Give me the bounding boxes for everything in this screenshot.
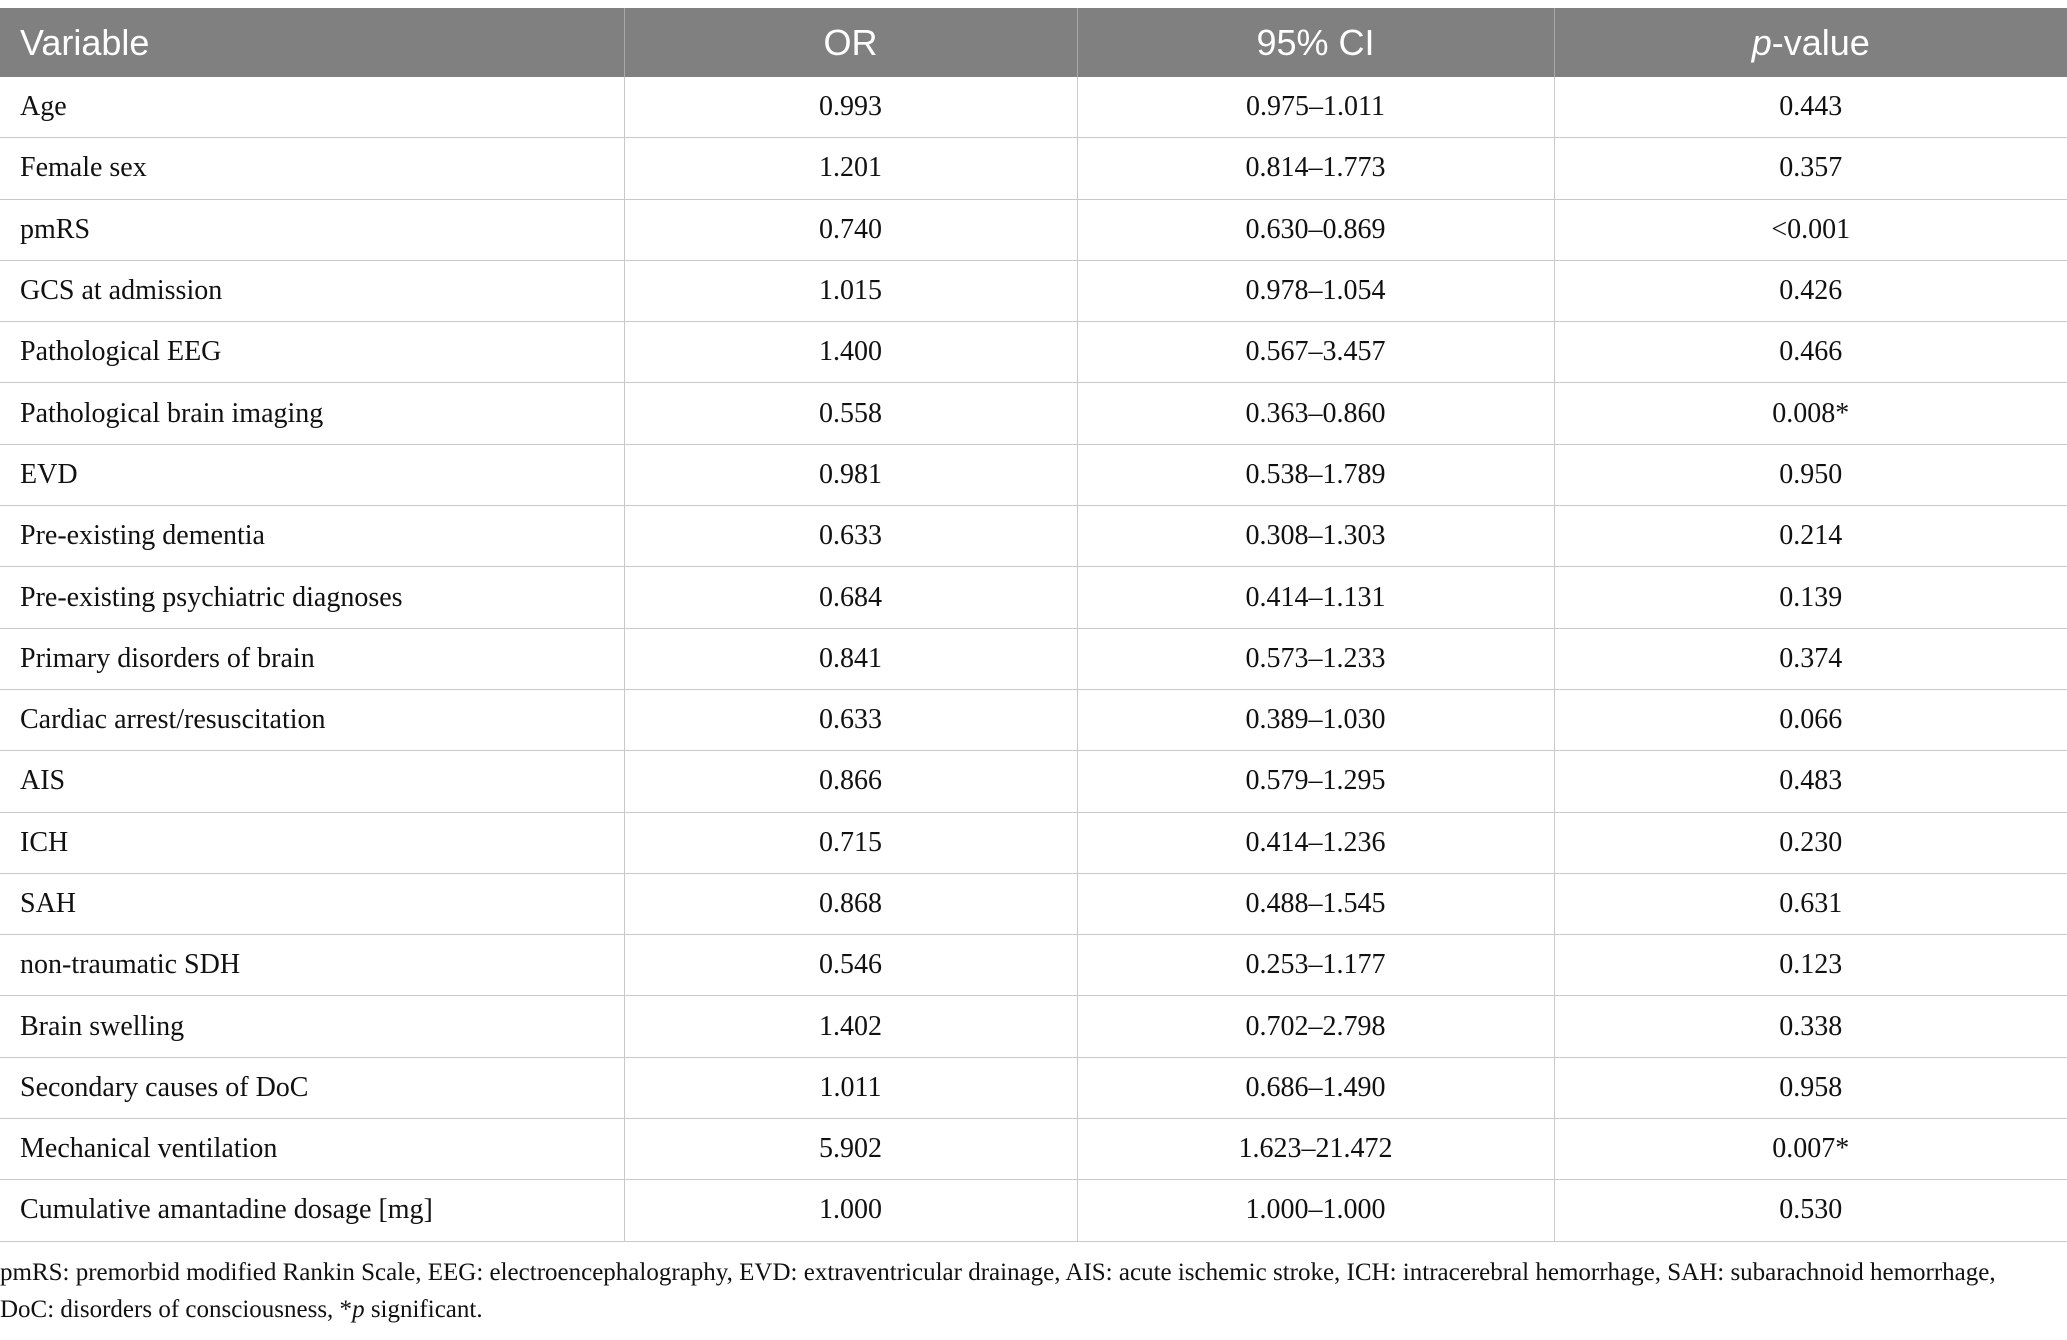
cell-or: 1.400	[624, 322, 1077, 383]
cell-variable: pmRS	[0, 199, 624, 260]
cell-variable: Pre-existing dementia	[0, 506, 624, 567]
cell-variable: Secondary causes of DoC	[0, 1057, 624, 1118]
cell-p-value: 0.466	[1554, 322, 2067, 383]
cell-variable: Mechanical ventilation	[0, 1119, 624, 1180]
cell-variable: Pathological EEG	[0, 322, 624, 383]
cell-or: 0.866	[624, 751, 1077, 812]
cell-or: 0.633	[624, 506, 1077, 567]
header-p-rest: -value	[1771, 21, 1870, 63]
cell-ci: 0.630–0.869	[1077, 199, 1554, 260]
cell-p-value: 0.374	[1554, 628, 2067, 689]
cell-or: 1.402	[624, 996, 1077, 1057]
cell-variable: EVD	[0, 444, 624, 505]
table-header	[0, 8, 2067, 77]
table-row	[0, 996, 2067, 1057]
cell-ci: 0.253–1.177	[1077, 935, 1554, 996]
cell-ci: 0.414–1.131	[1077, 567, 1554, 628]
cell-or: 5.902	[624, 1119, 1077, 1180]
cell-p-value: 0.066	[1554, 689, 2067, 750]
cell-variable: Cumulative amantadine dosage [mg]	[0, 1180, 624, 1241]
cell-variable: GCS at admission	[0, 260, 624, 321]
cell-variable: ICH	[0, 812, 624, 873]
cell-p-value: 0.214	[1554, 506, 2067, 567]
table-row	[0, 322, 2067, 383]
cell-variable: SAH	[0, 873, 624, 934]
cell-ci: 0.814–1.773	[1077, 138, 1554, 199]
table-row	[0, 567, 2067, 628]
cell-variable: Cardiac arrest/resuscitation	[0, 689, 624, 750]
cell-p-value: 0.338	[1554, 996, 2067, 1057]
footnote-main: pmRS: premorbid modified Rankin Scale, EEG: electroencephalography, EVD: extraventricular drainage, AIS: acute ischemic stroke, ICH: intracerebral hemorrhage, SAH: subarachnoid hemorrhage, DoC: disorders of consciousness, *	[0, 1259, 1996, 1323]
cell-or: 0.546	[624, 935, 1077, 996]
table-row	[0, 812, 2067, 873]
cell-variable: AIS	[0, 751, 624, 812]
cell-or: 1.015	[624, 260, 1077, 321]
cell-or: 1.000	[624, 1180, 1077, 1241]
odds-ratio-table	[0, 8, 2067, 1242]
cell-or: 0.740	[624, 199, 1077, 260]
cell-p-value: 0.530	[1554, 1180, 2067, 1241]
cell-p-value: 0.357	[1554, 138, 2067, 199]
cell-or: 0.993	[624, 77, 1077, 138]
table-row	[0, 383, 2067, 444]
header-row	[0, 8, 2067, 77]
cell-ci: 1.000–1.000	[1077, 1180, 1554, 1241]
header-p-italic: p	[1751, 21, 1772, 63]
table-row	[0, 1180, 2067, 1241]
cell-p-value: 0.426	[1554, 260, 2067, 321]
table-row	[0, 444, 2067, 505]
cell-variable: Pre-existing psychiatric diagnoses	[0, 567, 624, 628]
cell-or: 0.684	[624, 567, 1077, 628]
table-row	[0, 77, 2067, 138]
cell-or: 1.011	[624, 1057, 1077, 1118]
table-row	[0, 138, 2067, 199]
cell-p-value: 0.950	[1554, 444, 2067, 505]
table-row	[0, 1119, 2067, 1180]
cell-variable: Pathological brain imaging	[0, 383, 624, 444]
cell-ci: 0.308–1.303	[1077, 506, 1554, 567]
cell-or: 0.558	[624, 383, 1077, 444]
cell-ci: 0.414–1.236	[1077, 812, 1554, 873]
cell-p-value: 0.230	[1554, 812, 2067, 873]
table-row	[0, 935, 2067, 996]
footnote-end: significant.	[364, 1296, 483, 1323]
cell-ci: 0.975–1.011	[1077, 77, 1554, 138]
table-row	[0, 628, 2067, 689]
table-row	[0, 260, 2067, 321]
cell-or: 1.201	[624, 138, 1077, 199]
table-footnote	[0, 1254, 2040, 1328]
header-variable: Variable	[0, 8, 624, 77]
header-ci: 95% CI	[1077, 8, 1554, 77]
cell-p-value: 0.008*	[1554, 383, 2067, 444]
cell-p-value: 0.631	[1554, 873, 2067, 934]
cell-variable: non-traumatic SDH	[0, 935, 624, 996]
table-row	[0, 689, 2067, 750]
cell-p-value: 0.958	[1554, 1057, 2067, 1118]
cell-p-value: 0.139	[1554, 567, 2067, 628]
cell-p-value: 0.007*	[1554, 1119, 2067, 1180]
cell-ci: 0.573–1.233	[1077, 628, 1554, 689]
cell-ci: 1.623–21.472	[1077, 1119, 1554, 1180]
cell-or: 0.868	[624, 873, 1077, 934]
cell-ci: 0.702–2.798	[1077, 996, 1554, 1057]
cell-ci: 0.538–1.789	[1077, 444, 1554, 505]
table-row	[0, 506, 2067, 567]
cell-ci: 0.488–1.545	[1077, 873, 1554, 934]
cell-or: 0.715	[624, 812, 1077, 873]
cell-ci: 0.978–1.054	[1077, 260, 1554, 321]
cell-or: 0.981	[624, 444, 1077, 505]
footnote-italic: p	[352, 1296, 365, 1323]
table-row	[0, 199, 2067, 260]
table-row	[0, 1057, 2067, 1118]
results-table-container	[0, 8, 2067, 1242]
cell-p-value: 0.123	[1554, 935, 2067, 996]
table-row	[0, 873, 2067, 934]
header-or: OR	[624, 8, 1077, 77]
cell-ci: 0.389–1.030	[1077, 689, 1554, 750]
cell-variable: Age	[0, 77, 624, 138]
cell-ci: 0.579–1.295	[1077, 751, 1554, 812]
cell-or: 0.841	[624, 628, 1077, 689]
cell-p-value: <0.001	[1554, 199, 2067, 260]
header-p-value	[1554, 8, 2067, 77]
table-body	[0, 77, 2067, 1241]
cell-or: 0.633	[624, 689, 1077, 750]
cell-ci: 0.686–1.490	[1077, 1057, 1554, 1118]
cell-p-value: 0.483	[1554, 751, 2067, 812]
table-row	[0, 751, 2067, 812]
cell-variable: Primary disorders of brain	[0, 628, 624, 689]
cell-ci: 0.363–0.860	[1077, 383, 1554, 444]
cell-variable: Female sex	[0, 138, 624, 199]
cell-p-value: 0.443	[1554, 77, 2067, 138]
cell-ci: 0.567–3.457	[1077, 322, 1554, 383]
cell-variable: Brain swelling	[0, 996, 624, 1057]
